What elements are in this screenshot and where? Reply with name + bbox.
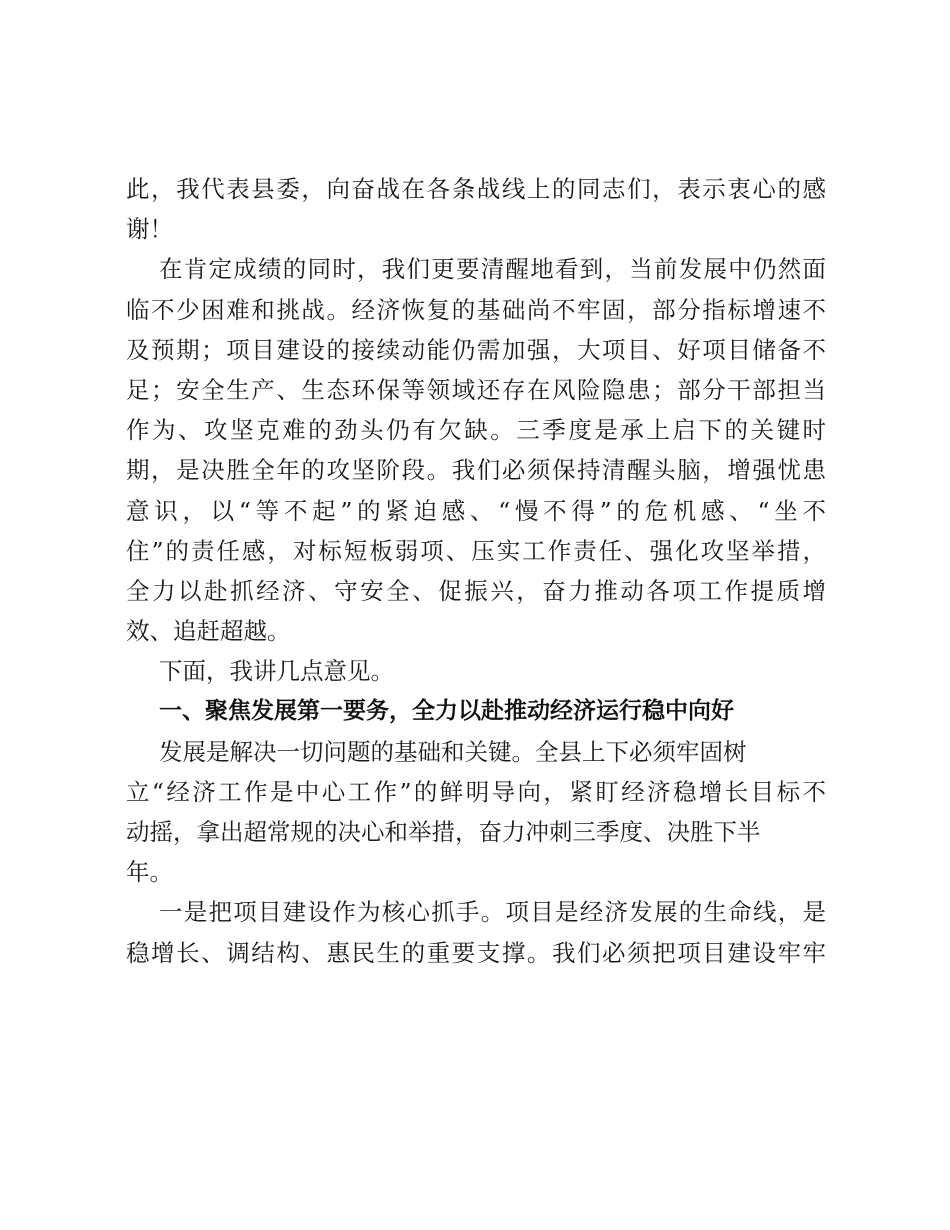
paragraph-line: 作为、攻坚克难的劲头仍有欠缺。三季度是承上启下的关键时 [126, 416, 826, 445]
paragraph-line: 年。 [126, 858, 173, 887]
paragraph-line: 及预期；项目建设的接续动能仍需加强，大项目、好项目储备不 [126, 335, 826, 364]
paragraph-line: 立“经济工作是中心工作”的鲜明导向，紧盯经济稳增长目标不 [126, 777, 826, 806]
paragraph-line: 一是把项目建设作为核心抓手。项目是经济发展的生命线，是 [159, 898, 826, 927]
paragraph-line: 稳增长、调结构、惠民生的重要支撑。我们必须把项目建设牢牢 [126, 938, 826, 967]
paragraph-line: 意识，以“等不起”的紧迫感、“慢不得”的危机感、“坐不 [126, 496, 826, 525]
paragraph-line: 下面，我讲几点意见。 [159, 657, 394, 686]
paragraph-line: 期，是决胜全年的攻坚阶段。我们必须保持清醒头脑，增强忧患 [126, 456, 826, 485]
paragraph-line: 住”的责任感，对标短板弱项、压实工作责任、强化攻坚举措， [126, 536, 826, 565]
paragraph-line: 临不少困难和挑战。经济恢复的基础尚不牢固，部分指标增速不 [126, 295, 826, 324]
paragraph-line: 谢！ [126, 215, 173, 244]
paragraph-line: 动摇，拿出超常规的决心和举措，奋力冲刺三季度、决胜下半 [126, 818, 761, 846]
paragraph-line: 足；安全生产、生态环保等领域还存在风险隐患；部分干部担当 [126, 375, 826, 404]
section-heading: 一、聚焦发展第一要务，全力以赴推动经济运行稳中向好 [159, 698, 734, 725]
paragraph-line: 此，我代表县委，向奋战在各条战线上的同志们，表示衷心的感 [126, 175, 826, 203]
document-body [126, 169, 826, 973]
paragraph-line: 全力以赴抓经济、守安全、促振兴，奋力推动各项工作提质增 [126, 576, 826, 605]
paragraph-line: 发展是解决一切问题的基础和关键。全县上下必须牢固树 [159, 737, 747, 766]
paragraph-line: 在肯定成绩的同时，我们更要清醒地看到，当前发展中仍然面 [159, 255, 826, 284]
paragraph-line: 效、追赶超越。 [126, 617, 291, 646]
